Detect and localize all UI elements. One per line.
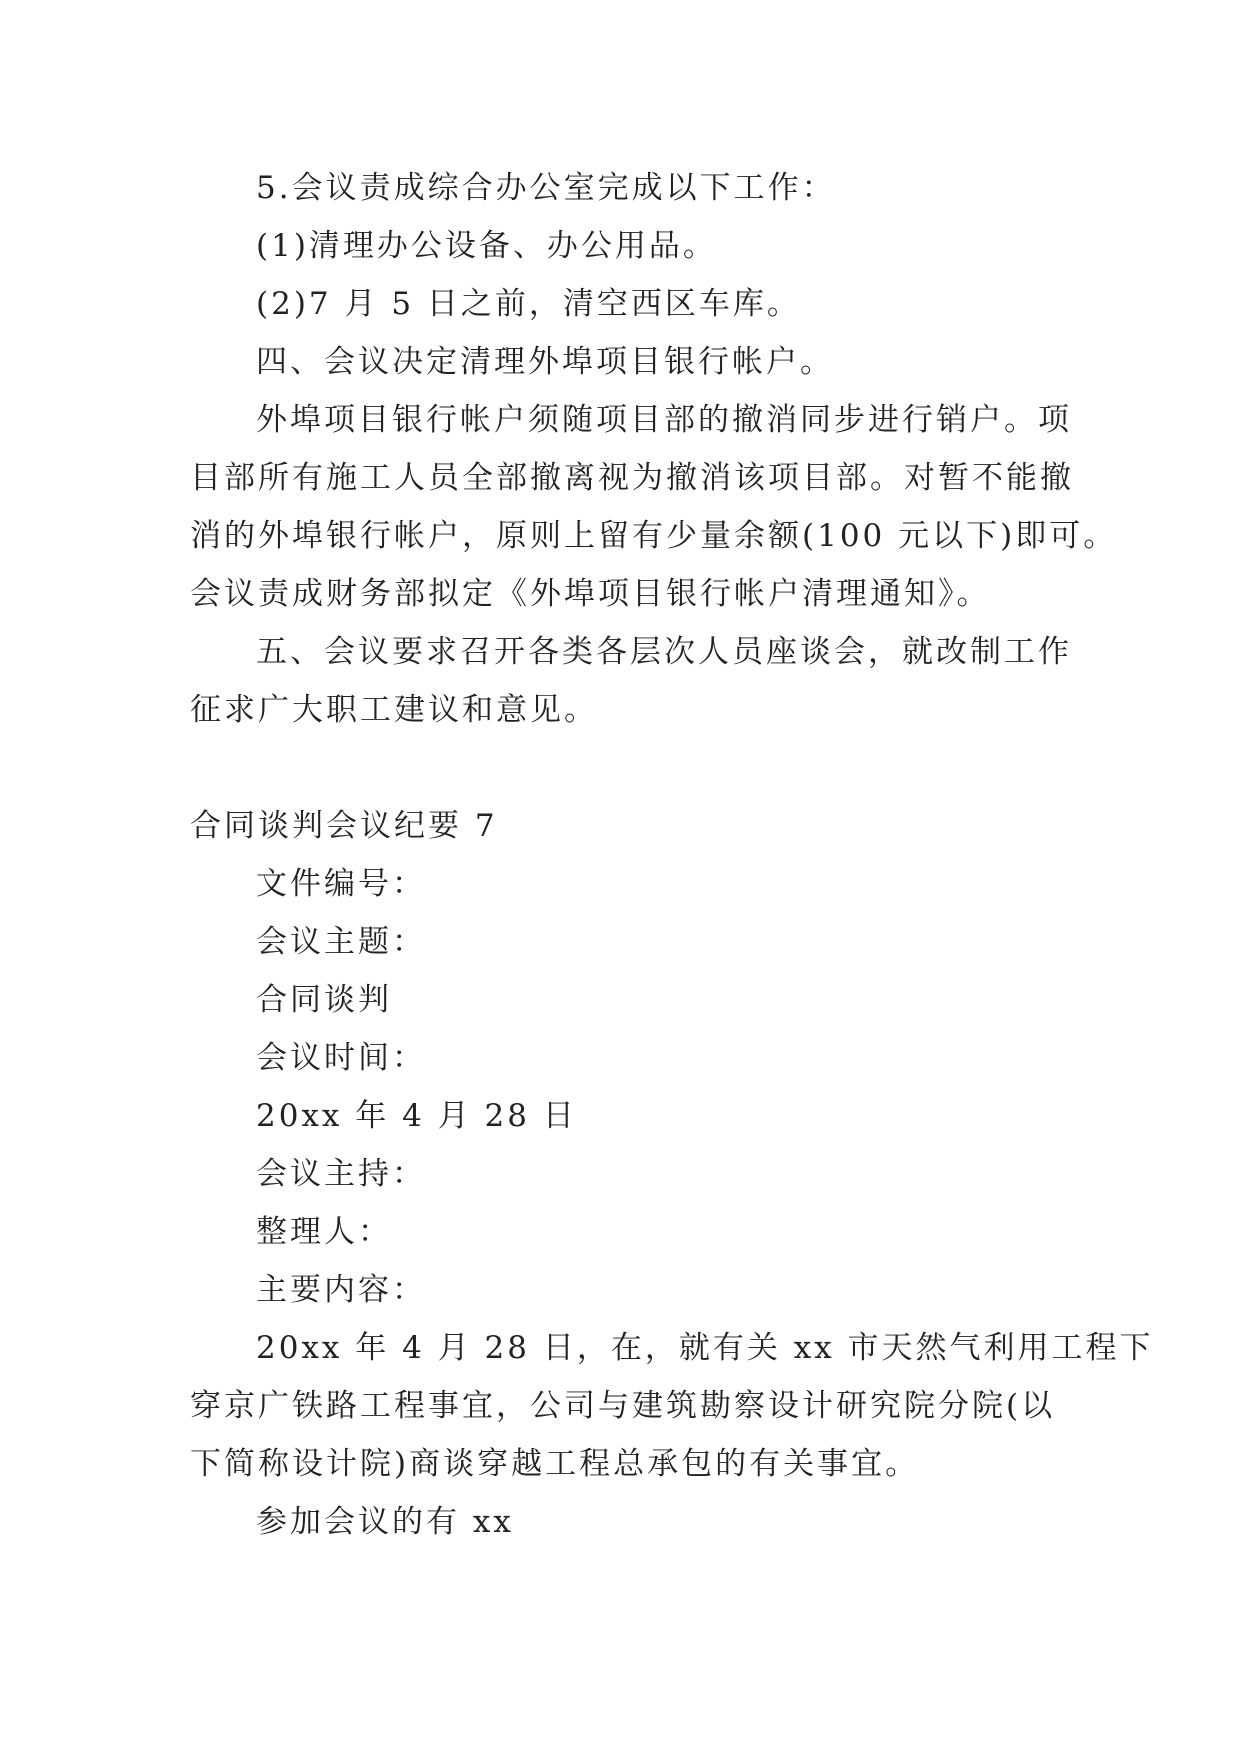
paragraph-line: 5.会议责成综合办公室完成以下工作： [256,170,836,206]
field-label-organizer: 整理人： [256,1214,392,1250]
field-value-meeting-time: 20xx 年 4 月 28 日 [256,1098,577,1134]
paragraph-line: (1)清理办公设备、办公用品。 [256,228,717,264]
paragraph-line: 五、会议要求召开各类各层次人员座谈会，就改制工作 [256,634,1072,670]
paragraph-line: 下简称设计院)商谈穿越工程总承包的有关事宜。 [190,1446,920,1482]
paragraph-line: 消的外埠银行帐户，原则上留有少量余额(100 元以下)即可。 [190,518,1118,554]
field-label-main-content: 主要内容： [256,1272,426,1308]
field-label-meeting-time: 会议时间： [256,1040,426,1076]
paragraph-line: (2)7 月 5 日之前，清空西区车库。 [256,286,801,322]
field-label-meeting-topic: 会议主题： [256,924,426,960]
field-label-meeting-host: 会议主持： [256,1156,426,1192]
field-value-meeting-topic: 合同谈判 [256,982,392,1018]
paragraph-line: 穿京广铁路工程事宜，公司与建筑勘察设计研究院分院(以 [190,1388,1056,1424]
section-title: 合同谈判会议纪要 7 [190,808,498,844]
field-label-file-number: 文件编号： [256,866,426,902]
paragraph-line: 会议责成财务部拟定《外埠项目银行帐户清理通知》。 [190,576,991,612]
paragraph-line: 四、会议决定清理外埠项目银行帐户。 [256,344,834,380]
paragraph-line: 目部所有施工人员全部撤离视为撤消该项目部。对暂不能撤 [190,460,1074,496]
paragraph-line: 参加会议的有 xx [256,1504,514,1540]
paragraph-line: 20xx 年 4 月 28 日，在，就有关 xx 市天然气利用工程下 [256,1330,1154,1366]
paragraph-line: 外埠项目银行帐户须随项目部的撤消同步进行销户。项 [256,402,1072,438]
paragraph-line: 征求广大职工建议和意见。 [190,692,598,728]
